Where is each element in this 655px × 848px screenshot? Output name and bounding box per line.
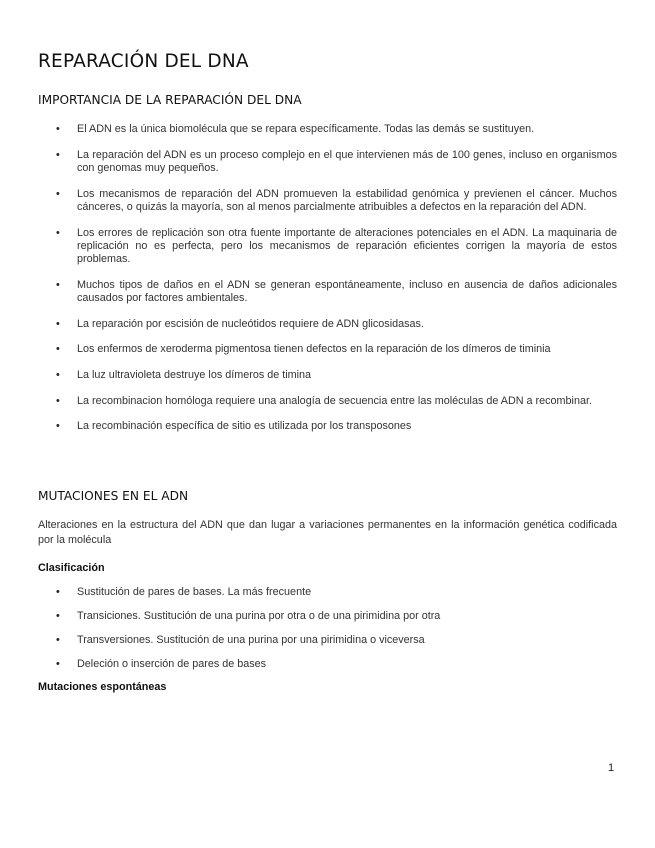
list-item: • La recombinación específica de sitio es utilizada por los transposones	[56, 420, 617, 433]
list-item: • La recombinacion homóloga requiere una analogía de secuencia entre las moléculas de ADN a recombinar.	[56, 395, 617, 408]
list-item: • Los errores de replicación son otra fuente importante de alteraciones potenciales en el ADN. La maquinaria de replicación no es perfecta, pero los mecanismos de reparación eficientes corrigen la mayoría de estos problemas.	[56, 227, 617, 267]
list-item: • La reparación del ADN es un proceso complejo en el que intervienen más de 100 genes, incluso en organismos con genomas muy pequeños.	[56, 149, 617, 175]
page-number: 1	[608, 762, 615, 774]
list-item: • La reparación por escisión de nucleótidos requiere de ADN glicosidasas.	[56, 318, 617, 331]
importancia-bullet-list	[56, 123, 617, 446]
list-item: • Deleción o inserción de pares de bases	[56, 657, 617, 671]
list-item: • Sustitución de pares de bases. La más frecuente	[56, 585, 617, 599]
document-title: REPARACIÓN DEL DNA	[38, 51, 249, 72]
list-item: • Los enfermos de xeroderma pigmentosa tienen defectos en la reparación de los dímeros de timinia	[56, 343, 617, 356]
list-item: • La luz ultravioleta destruye los dímeros de timina	[56, 369, 617, 382]
section-heading-mutaciones: MUTACIONES EN EL ADN	[38, 489, 189, 503]
clasificacion-bullet-list	[56, 585, 617, 681]
list-item: • Transiciones. Sustitución de una purina por otra o de una pirimidina por otra	[56, 609, 617, 623]
list-item: • Muchos tipos de daños en el ADN se generan espontáneamente, incluso en ausencia de daños adicionales causados por factores ambientales.	[56, 279, 617, 305]
mutaciones-definition-paragraph: Alteraciones en la estructura del ADN que dan lugar a variaciones permanentes en la información genética codificada por la molécula	[38, 519, 617, 546]
list-item: • El ADN es la única biomolécula que se repara específicamente. Todas las demás se sustituyen.	[56, 123, 617, 136]
clasificacion-label: Clasificación	[38, 562, 105, 574]
list-item: • Los mecanismos de reparación del ADN promueven la estabilidad genómica y previenen el cáncer. Muchos cánceres, o quizás la mayoría, son al menos parcialmente atribuibles a defectos en la reparación del ADN.	[56, 188, 617, 214]
list-item: • Transversiones. Sustitución de una purina por una pirimidina o viceversa	[56, 633, 617, 647]
section-heading-importancia: IMPORTANCIA DE LA REPARACIÓN DEL DNA	[38, 93, 302, 107]
mutaciones-espontaneas-label: Mutaciones espontáneas	[38, 681, 167, 693]
